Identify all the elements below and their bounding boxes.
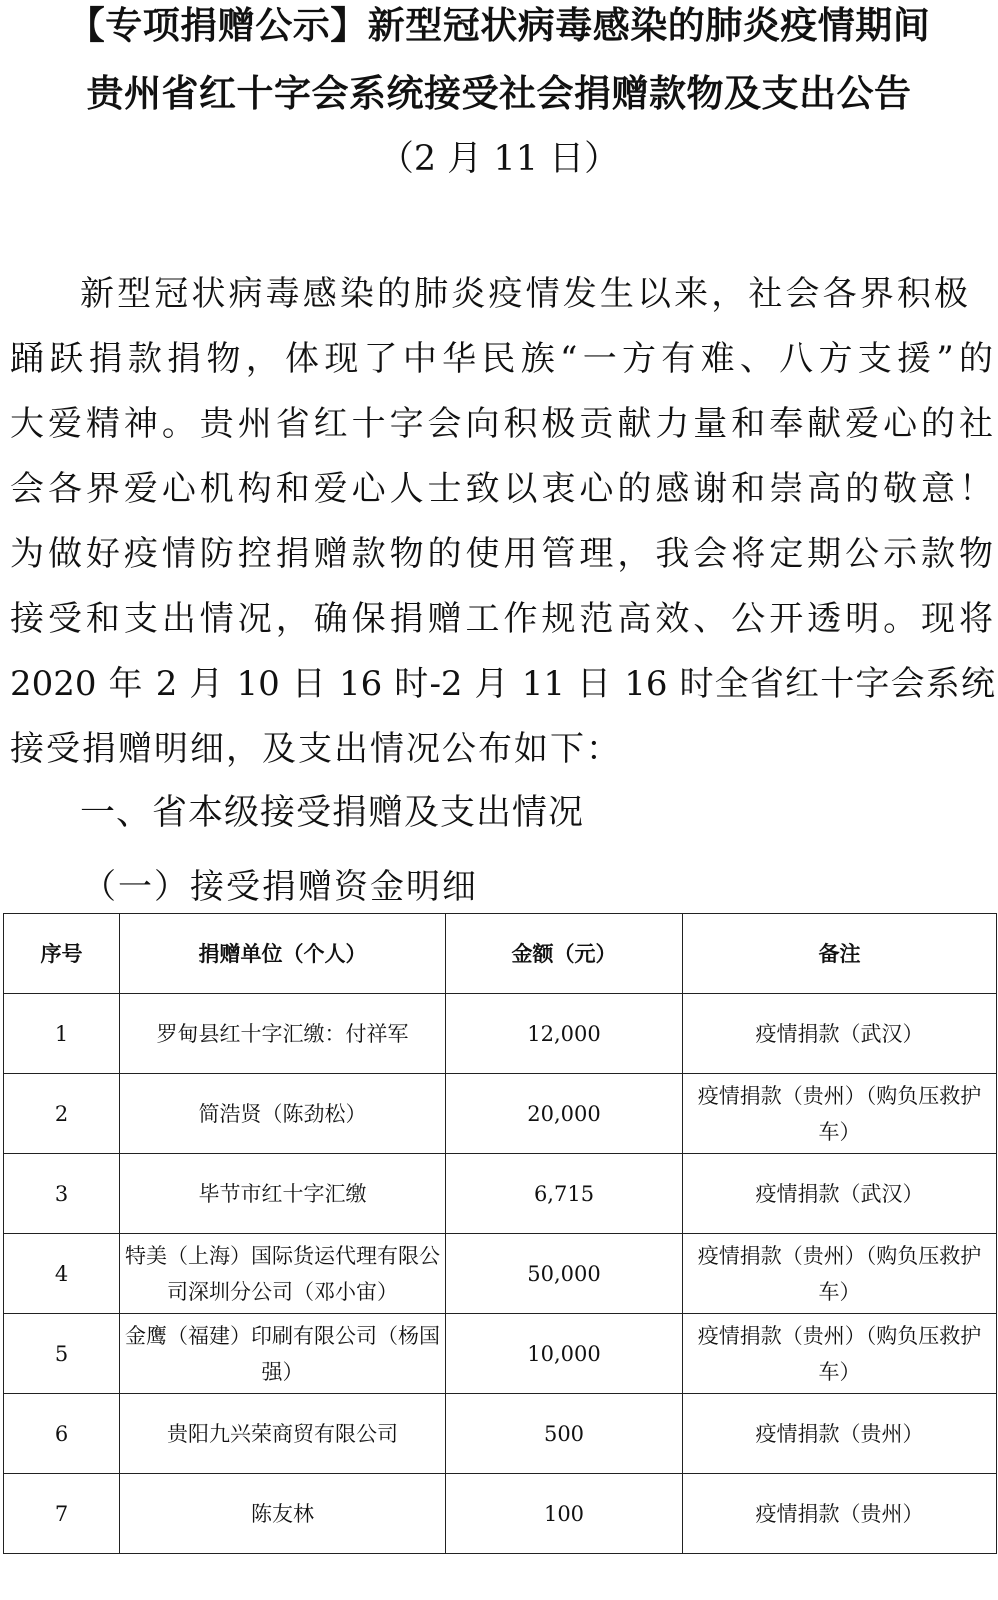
subsection-heading: （一）接受捐赠资金明细 (82, 867, 478, 907)
cell-amount: 12,000 (446, 994, 683, 1074)
table-row (4, 1394, 997, 1474)
intro-paragraph-line: 接受和支出情况，确保捐赠工作规范高效、公开透明。现将 (10, 599, 995, 639)
cell-amount: 100 (446, 1474, 683, 1554)
intro-paragraph-line: 大爱精神。贵州省红十字会向积极贡献力量和奉献爱心的社 (10, 404, 995, 444)
table-header-row (4, 914, 997, 994)
cell-donor: 陈友林 (120, 1474, 446, 1554)
header-donor: 捐赠单位（个人） (120, 914, 446, 994)
cell-note: 疫情捐款（贵州）（购负压救护车） (683, 1074, 997, 1154)
table-row (4, 1314, 997, 1394)
intro-paragraph-line: 接受捐赠明细，及支出情况公布如下： (10, 729, 622, 769)
cell-amount: 50,000 (446, 1234, 683, 1314)
cell-note: 疫情捐款（贵州） (683, 1474, 997, 1554)
cell-donor: 毕节市红十字汇缴 (120, 1154, 446, 1234)
cell-note: 疫情捐款（贵州）（购负压救护车） (683, 1314, 997, 1394)
cell-index: 1 (4, 994, 120, 1074)
donation-table (3, 913, 997, 1554)
cell-note: 疫情捐款（武汉） (683, 994, 997, 1074)
cell-donor: 特美（上海）国际货运代理有限公司深圳分公司（邓小宙） (120, 1234, 446, 1314)
table-row (4, 1154, 997, 1234)
header-index: 序号 (4, 914, 120, 994)
cell-donor: 简浩贤（陈劲松） (120, 1074, 446, 1154)
section-heading: 一、省本级接受捐赠及支出情况 (80, 793, 585, 833)
cell-amount: 6,715 (446, 1154, 683, 1234)
table-row (4, 1074, 997, 1154)
cell-note: 疫情捐款（贵州）（购负压救护车） (683, 1234, 997, 1314)
intro-paragraph-line: 会各界爱心机构和爱心人士致以衷心的感谢和崇高的敬意！ (10, 469, 995, 509)
cell-index: 4 (4, 1234, 120, 1314)
cell-index: 3 (4, 1154, 120, 1234)
document-title-line-2: 贵州省红十字会系统接受社会捐赠款物及支出公告 (86, 72, 912, 115)
cell-index: 7 (4, 1474, 120, 1554)
cell-donor: 金鹰（福建）印刷有限公司（杨国强） (120, 1314, 446, 1394)
cell-amount: 10,000 (446, 1314, 683, 1394)
cell-amount: 20,000 (446, 1074, 683, 1154)
cell-amount: 500 (446, 1394, 683, 1474)
cell-index: 5 (4, 1314, 120, 1394)
cell-donor: 贵阳九兴荣商贸有限公司 (120, 1394, 446, 1474)
intro-paragraph-line: 2020 年 2 月 10 日 16 时-2 月 11 日 16 时全省红十字会系统 (10, 664, 995, 704)
table-row (4, 994, 997, 1074)
intro-paragraph-line: 新型冠状病毒感染的肺炎疫情发生以来，社会各界积极 (80, 274, 970, 314)
cell-donor: 罗甸县红十字汇缴：付祥军 (120, 994, 446, 1074)
table-row (4, 1234, 997, 1314)
header-amount: 金额（元） (446, 914, 683, 994)
table-row (4, 1474, 997, 1554)
document-title-line-1: 【专项捐赠公示】新型冠状病毒感染的肺炎疫情期间 (67, 4, 931, 47)
cell-index: 2 (4, 1074, 120, 1154)
intro-paragraph-line: 踊跃捐款捐物，体现了中华民族“一方有难、八方支援”的 (10, 339, 995, 379)
document-date: （2 月 11 日） (378, 139, 620, 179)
cell-note: 疫情捐款（贵州） (683, 1394, 997, 1474)
header-note: 备注 (683, 914, 997, 994)
intro-paragraph-line: 为做好疫情防控捐赠款物的使用管理，我会将定期公示款物 (10, 534, 995, 574)
cell-index: 6 (4, 1394, 120, 1474)
cell-note: 疫情捐款（武汉） (683, 1154, 997, 1234)
